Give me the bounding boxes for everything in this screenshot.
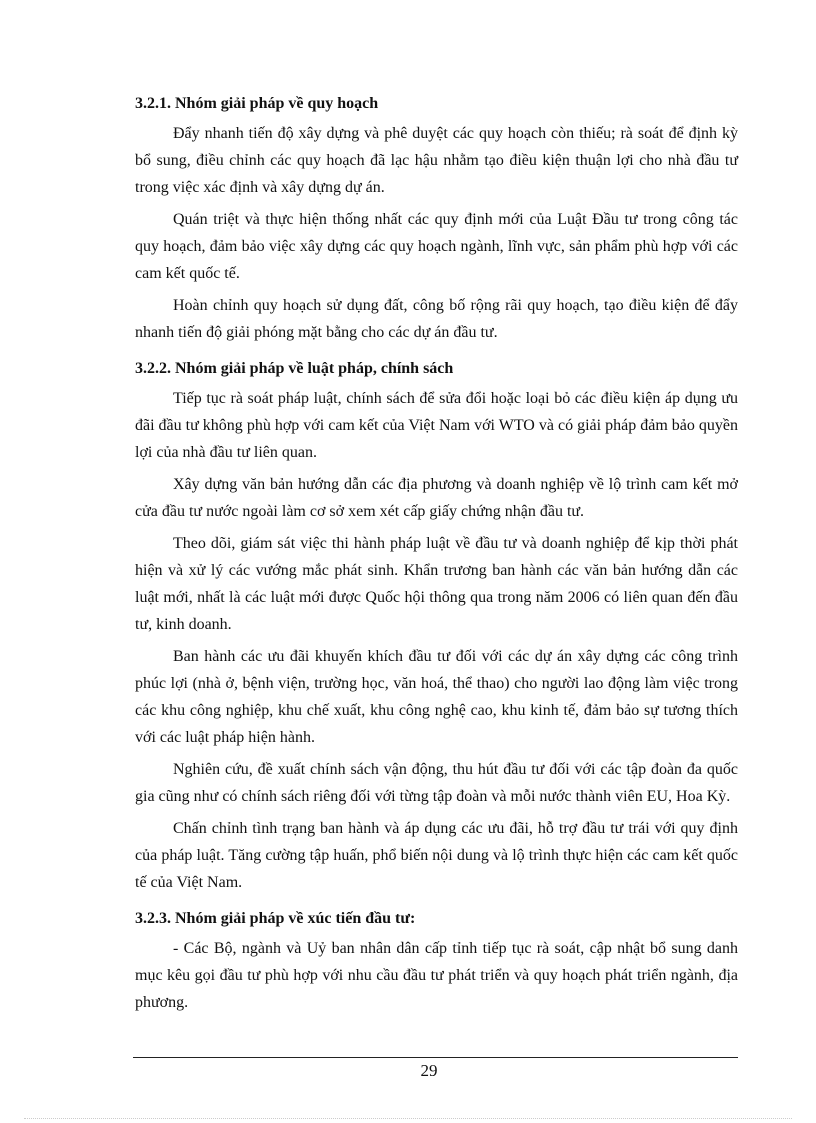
paragraph: Quán triệt và thực hiện thống nhất các quy định mới của Luật Đầu tư trong công tác quy hoạch, đảm bảo việc xây dựng các quy hoạch ngành, lĩnh vực, sản phẩm phù hợp với các cam kết quốc tế. <box>135 211 738 282</box>
paragraph: - Các Bộ, ngành và Uỷ ban nhân dân cấp tỉnh tiếp tục rà soát, cập nhật bổ sung danh mục kêu gọi đầu tư phù hợp với nhu cầu đầu tư phát triển và quy hoạch phát triển ngành, địa phương. <box>135 940 738 1011</box>
paragraph: Hoàn chỉnh quy hoạch sử dụng đất, công bố rộng rãi quy hoạch, tạo điều kiện để đẩy nhanh tiến độ giải phóng mặt bằng cho các dự án đầu tư. <box>135 297 738 341</box>
paragraph: Chấn chỉnh tình trạng ban hành và áp dụng các ưu đãi, hỗ trợ đầu tư trái với quy định của pháp luật. Tăng cường tập huấn, phổ biến nội dung và lộ trình thực hiện các cam kết quốc tế của Việt Nam. <box>135 820 738 891</box>
section-heading: 3.2.2. Nhóm giải pháp về luật pháp, chính sách <box>135 360 454 377</box>
page-bottom-edge <box>24 1118 792 1119</box>
page-number: 29 <box>420 1061 438 1080</box>
paragraph: Đẩy nhanh tiến độ xây dựng và phê duyệt các quy hoạch còn thiếu; rà soát để định kỳ bổ sung, điều chỉnh các quy hoạch đã lạc hậu nhằm tạo điều kiện thuận lợi cho nhà đầu tư trong việc xác định và xây dựng dự án. <box>135 125 738 196</box>
paragraph: Xây dựng văn bản hướng dẫn các địa phương và doanh nghiệp về lộ trình cam kết mở cửa đầu tư nước ngoài làm cơ sở xem xét cấp giấy chứng nhận đầu tư. <box>135 476 738 520</box>
section-heading: 3.2.1. Nhóm giải pháp về quy hoạch <box>135 95 379 112</box>
page-body <box>135 92 738 1021</box>
paragraph: Theo dõi, giám sát việc thi hành pháp luật về đầu tư và doanh nghiệp để kịp thời phát hiện và xử lý các vướng mắc phát sinh. Khẩn trương ban hành các văn bản hướng dẫn các luật mới, nhất là các luật mới được Quốc hội thông qua trong năm 2006 có liên quan đến đầu tư, kinh doanh. <box>135 535 738 633</box>
footer-divider <box>133 1057 738 1058</box>
section-heading: 3.2.3. Nhóm giải pháp về xúc tiến đầu tư: <box>135 910 416 927</box>
paragraph: Tiếp tục rà soát pháp luật, chính sách để sửa đổi hoặc loại bỏ các điều kiện áp dụng ưu đãi đầu tư không phù hợp với cam kết của Việt Nam với WTO và có giải pháp đảm bảo quyền lợi của nhà đầu tư liên quan. <box>135 390 738 461</box>
paragraph: Ban hành các ưu đãi khuyến khích đầu tư đối với các dự án xây dựng các công trình phúc lợi (nhà ở, bệnh viện, trường học, văn hoá, thể thao) cho người lao động làm việc trong các khu công nghiệp, khu chế xuất, khu công nghệ cao, khu kinh tế, đảm bảo sự tương thích với các luật pháp hiện hành. <box>135 648 738 746</box>
paragraph: Nghiên cứu, đề xuất chính sách vận động, thu hút đầu tư đối với các tập đoàn đa quốc gia cũng như có chính sách riêng đối với từng tập đoàn và mỗi nước thành viên EU, Hoa Kỳ. <box>135 761 738 805</box>
